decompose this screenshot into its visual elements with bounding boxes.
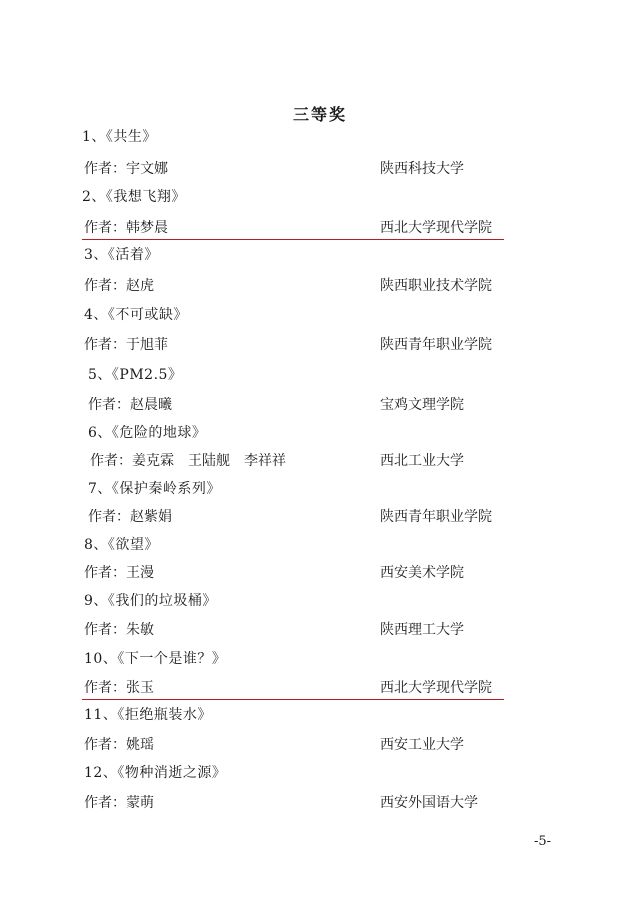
- entry-title: 5、《PM2.5》: [88, 367, 183, 383]
- entry-school: 西安工业大学: [380, 737, 464, 753]
- author-label: 作者：: [90, 453, 132, 469]
- author-label: 作者：: [84, 795, 126, 811]
- entry-author: [84, 621, 154, 639]
- entry-school: 陕西青年职业学院: [380, 509, 492, 525]
- author-name: 韩梦晨: [126, 220, 168, 236]
- entry-school: 宝鸡文理学院: [380, 397, 464, 413]
- entry-school: 西北大学现代学院: [380, 220, 492, 236]
- entry-author: [84, 277, 154, 295]
- entry-title: 6、《危险的地球》: [88, 425, 207, 441]
- entry-title: 2、《我想飞翔》: [82, 189, 186, 205]
- entry-school: 西安外国语大学: [380, 795, 478, 811]
- entry-title: 12、《物种消逝之源》: [84, 765, 227, 781]
- author-name: 宇文娜: [126, 161, 168, 177]
- entry-school: 陕西职业技术学院: [380, 278, 492, 294]
- entry-title: 3、《活着》: [84, 247, 159, 263]
- entry-author: [88, 508, 172, 526]
- entry-author: [90, 452, 286, 470]
- entry-title: 8、《欲望》: [84, 537, 159, 553]
- section-title: 三等奖: [292, 105, 347, 124]
- author-name: 赵晨曦: [130, 397, 172, 413]
- author-label: 作者：: [84, 337, 126, 353]
- entry-title: 1、《共生》: [82, 129, 157, 145]
- entry-school: 陕西科技大学: [380, 161, 464, 177]
- author-label: 作者：: [84, 278, 126, 294]
- author-label: 作者：: [84, 565, 126, 581]
- entry-school: 陕西青年职业学院: [380, 337, 492, 353]
- author-name: 王漫: [126, 565, 154, 581]
- red-underline: [82, 239, 504, 240]
- entry-author: [84, 219, 168, 237]
- entry-school: 陕西理工大学: [380, 622, 464, 638]
- author-label: 作者：: [88, 397, 130, 413]
- entry-author: [84, 794, 154, 812]
- entry-title: 7、《保护秦岭系列》: [88, 481, 221, 497]
- entry-author: [84, 736, 154, 754]
- author-name: 赵紫娟: [130, 509, 172, 525]
- entry-author: [88, 396, 172, 414]
- author-label: 作者：: [84, 737, 126, 753]
- author-label: 作者：: [84, 220, 126, 236]
- author-label: 作者：: [84, 161, 126, 177]
- entry-school: 西安美术学院: [380, 565, 464, 581]
- author-label: 作者：: [88, 509, 130, 525]
- author-name: 蒙萌: [126, 795, 154, 811]
- page-number: -5-: [534, 834, 552, 849]
- author-label: 作者：: [84, 622, 126, 638]
- entry-title: 4、《不可或缺》: [84, 307, 188, 323]
- entry-author: [84, 160, 168, 178]
- author-label: 作者：: [84, 680, 126, 696]
- author-name: 张玉: [126, 680, 154, 696]
- author-name: 姜克霖 王陆舰 李祥祥: [132, 453, 286, 469]
- author-name: 姚瑶: [126, 737, 154, 753]
- author-name: 朱敏: [126, 622, 154, 638]
- author-name: 赵虎: [126, 278, 154, 294]
- red-underline: [82, 699, 504, 700]
- entry-author: [84, 336, 168, 354]
- entry-school: 西北大学现代学院: [380, 680, 492, 696]
- author-name: 于旭菲: [126, 337, 168, 353]
- entry-school: 西北工业大学: [380, 453, 464, 469]
- entry-title: 9、《我们的垃圾桶》: [84, 593, 217, 609]
- entry-author: [84, 564, 154, 582]
- entry-author: [84, 679, 154, 697]
- entry-title: 10、《下一个是谁？》: [84, 651, 227, 667]
- entry-title: 11、《拒绝瓶装水》: [84, 707, 212, 723]
